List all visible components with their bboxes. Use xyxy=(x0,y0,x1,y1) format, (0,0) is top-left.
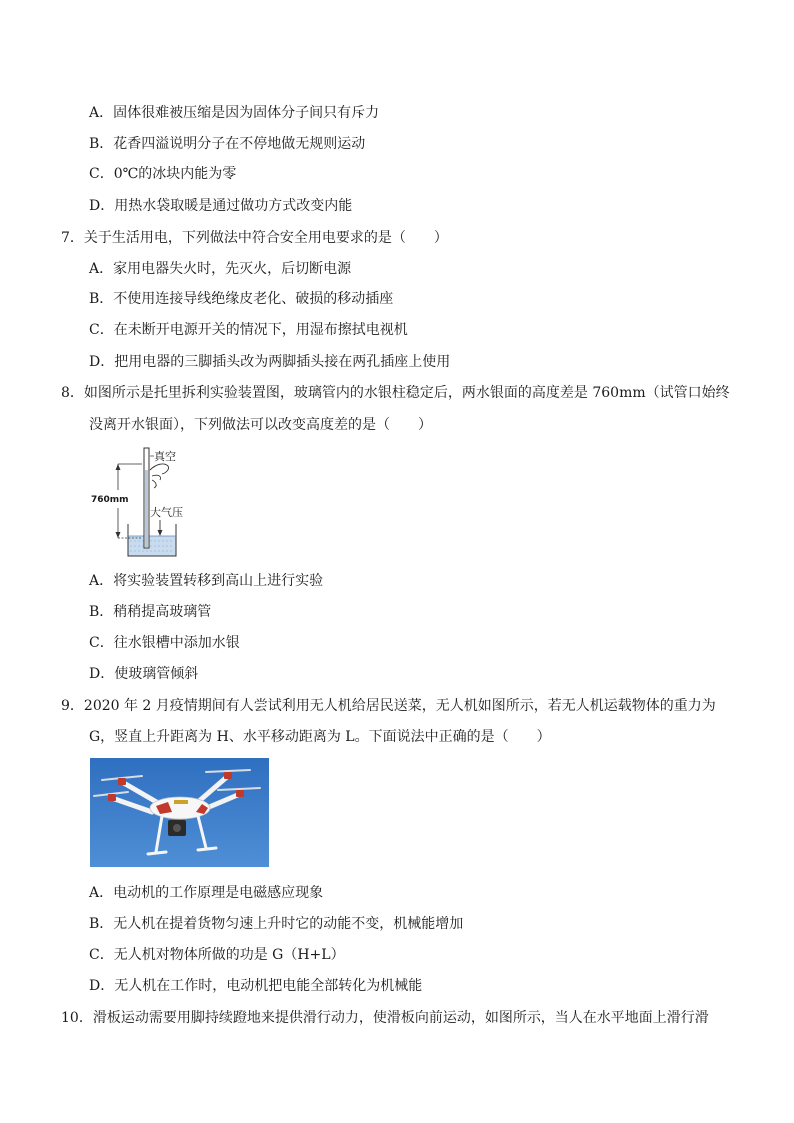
q8-stem-line1: 8．如图所示是托里拆利实验装置图，玻璃管内的水银柱稳定后，两水银面的高度差是 760mm（试管口始终 xyxy=(61,385,730,401)
q7-option-c: C．在未断开电源开关的情况下，用湿布擦拭电视机 xyxy=(89,322,408,338)
q9-stem-line1: 9．2020 年 2 月疫情期间有人尝试利用无人机给居民送菜，无人机如图所示，若无人机运载物体的重力为 xyxy=(61,698,716,714)
q7-stem: 7．关于生活用电，下列做法中符合安全用电要求的是（ ） xyxy=(61,230,448,246)
q8-option-b: B．稍稍提高玻璃管 xyxy=(89,604,212,620)
q10-stem-line1: 10．滑板运动需要用脚持续蹬地来提供滑行动力，使滑板向前运动，如图所示，当人在水平地面上滑行滑 xyxy=(61,1010,709,1026)
mercury-column xyxy=(145,470,148,547)
drone-photo xyxy=(90,758,269,867)
q8-stem-line2: 没离开水银面），下列做法可以改变高度差的是（ ） xyxy=(89,417,432,433)
q6-option-a: A．固体很难被压缩是因为固体分子间只有斥力 xyxy=(89,105,380,121)
q9-option-d: D．无人机在工作时，电动机把电能全部转化为机械能 xyxy=(89,978,423,994)
q9-option-a: A．电动机的工作原理是电磁感应现象 xyxy=(89,885,324,901)
atmospheric-pressure-label: 大气压 xyxy=(150,506,183,519)
hand-icon xyxy=(150,464,169,488)
q7-option-d: D．把用电器的三脚插头改为两脚插头接在两孔插座上使用 xyxy=(89,354,451,370)
q9-stem-line2: G，竖直上升距离为 H、水平移动距离为 L。下面说法中正确的是（ ） xyxy=(89,729,551,745)
q9-option-c: C．无人机对物体所做的功是 G（H+L） xyxy=(89,947,345,963)
pressure-arrow-icon xyxy=(158,530,163,536)
q8-option-c: C．往水银槽中添加水银 xyxy=(89,635,240,651)
q7-option-a: A．家用电器失火时，先灭火，后切断电源 xyxy=(89,261,352,277)
q9-option-b: B．无人机在提着货物匀速上升时它的动能不变，机械能增加 xyxy=(89,916,464,932)
q8-option-a: A．将实验装置转移到高山上进行实验 xyxy=(89,573,324,589)
q7-option-b: B．不使用连接导线绝缘皮老化、破损的移动插座 xyxy=(89,291,394,307)
q6-option-d: D．用热水袋取暖是通过做功方式改变内能 xyxy=(89,198,353,214)
height-label: 760mm xyxy=(91,495,129,505)
vacuum-label: 真空 xyxy=(154,450,176,463)
q6-option-c: C．0℃的冰块内能为零 xyxy=(89,166,237,182)
q6-option-b: B．花香四溢说明分子在不停地做无规则运动 xyxy=(89,136,366,152)
q8-option-d: D．使玻璃管倾斜 xyxy=(89,666,199,682)
torricelli-apparatus-figure xyxy=(90,446,190,558)
